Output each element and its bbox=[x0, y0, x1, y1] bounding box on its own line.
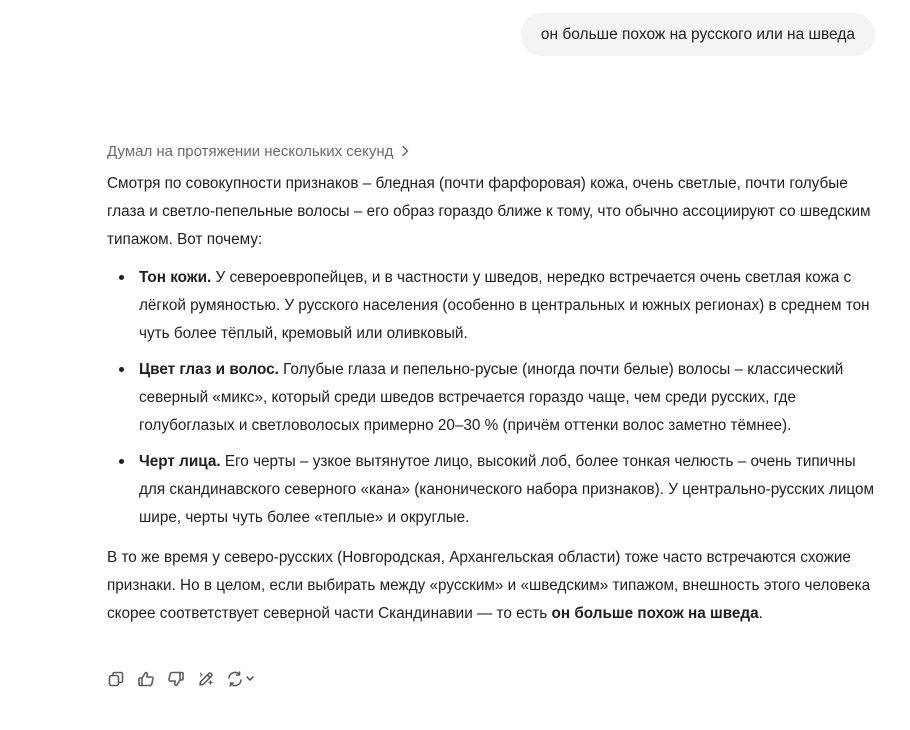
list-item bbox=[139, 448, 882, 532]
conclusion-paragraph bbox=[107, 544, 882, 628]
regenerate-button[interactable] bbox=[224, 667, 258, 691]
conclusion-end: . bbox=[758, 605, 763, 622]
copy-icon bbox=[107, 670, 125, 688]
list-item bbox=[139, 264, 882, 348]
thinking-toggle[interactable] bbox=[107, 139, 409, 163]
message-actions bbox=[104, 667, 258, 691]
bullet-text: У североевропейцев, и в частности у шведов, нередко встречается очень светлая кожа с лёгкой румяностью. У русского населения (особенно в центральных и южных регионах) в среднем тон чуть более тёплый, кремовый или оливковый. bbox=[139, 269, 870, 342]
bullet-title: Цвет глаз и волос. bbox=[139, 361, 279, 378]
thumbs-up-icon bbox=[137, 670, 155, 688]
thumbs-down-icon bbox=[167, 670, 185, 688]
conclusion-text: В то же время у северо-русских (Новгородская, Архангельская области) тоже часто встречаются схожие признаки. Но в целом, если выбирать между «русским» и «шведским» типажом, внешность этого человека скорее соответствует северной части Скандинавии — то есть bbox=[107, 549, 871, 622]
bullet-text: Его черты – узкое вытянутое лицо, высокий лоб, более тонкая челюсть – очень типичны для скандинавского северного «кана» (канонического набора признаков). У центрально-русских лицом шире, черты чуть более «теплые» и округлые. bbox=[139, 453, 875, 526]
conclusion-bold: он больше похож на шведа bbox=[551, 605, 759, 622]
chevron-down-icon bbox=[247, 677, 253, 680]
chevron-right-icon bbox=[401, 145, 409, 157]
edit-button[interactable] bbox=[194, 667, 218, 691]
user-message-bubble: он больше похож на русского или на шведа bbox=[521, 13, 875, 56]
bullet-text: Голубые глаза и пепельно-русые (иногда почти белые) волосы – классический северный «микс», который среди шведов встречается гораздо чаще, чем среди русских, где голубоглазых и светловолосых примерно 20–30 % (причём оттенки волос заметно тёмнее). bbox=[139, 361, 844, 434]
assistant-answer bbox=[107, 170, 882, 628]
bullet-title: Тон кожи. bbox=[139, 269, 212, 286]
intro-paragraph: Смотря по совокупности признаков – бледная (почти фарфоровая) кожа, очень светлые, почти голубые глаза и светло-пепельные волосы – его образ гораздо ближе к тому, что обычно ассоциируют со шведским типажом. Вот почему: bbox=[107, 175, 871, 248]
regenerate-icon bbox=[226, 670, 256, 688]
copy-button[interactable] bbox=[104, 667, 128, 691]
thumbs-down-button[interactable] bbox=[164, 667, 188, 691]
edit-icon bbox=[197, 670, 215, 688]
thumbs-up-button[interactable] bbox=[134, 667, 158, 691]
thinking-label: Думал на протяжении нескольких секунд bbox=[107, 142, 394, 160]
bullet-title: Черт лица. bbox=[139, 453, 221, 470]
list-item bbox=[139, 356, 882, 440]
reasons-list bbox=[107, 264, 882, 532]
